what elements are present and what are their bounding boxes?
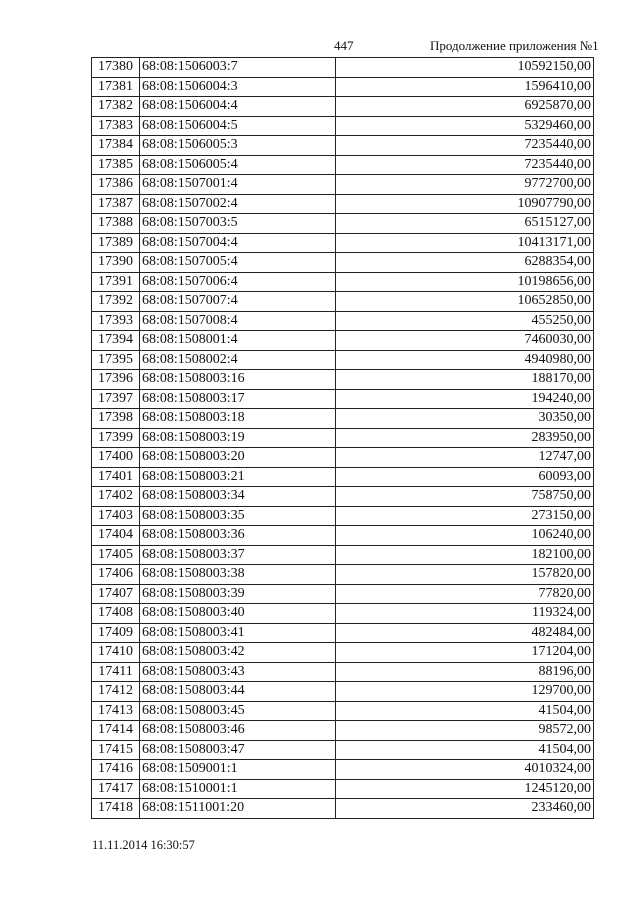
table-row bbox=[92, 389, 594, 409]
cadastral-number-cell: 68:08:1508003:35 bbox=[140, 506, 336, 526]
cadastral-value-cell: 5329460,00 bbox=[336, 116, 594, 136]
table-row bbox=[92, 214, 594, 234]
continuation-label: Продолжение приложения №1 bbox=[430, 38, 599, 53]
cadastral-value-cell: 10413171,00 bbox=[336, 233, 594, 253]
table-body bbox=[92, 58, 594, 819]
cadastral-number-cell: 68:08:1508003:18 bbox=[140, 409, 336, 429]
table-row bbox=[92, 448, 594, 468]
cadastral-number-cell: 68:08:1507003:5 bbox=[140, 214, 336, 234]
table-row bbox=[92, 97, 594, 117]
table-row bbox=[92, 253, 594, 273]
row-number-cell: 17410 bbox=[92, 643, 140, 663]
cadastral-value-cell: 273150,00 bbox=[336, 506, 594, 526]
cadastral-number-cell: 68:08:1511001:20 bbox=[140, 799, 336, 819]
row-number-cell: 17417 bbox=[92, 779, 140, 799]
cadastral-value-cell: 233460,00 bbox=[336, 799, 594, 819]
cadastral-number-cell: 68:08:1507008:4 bbox=[140, 311, 336, 331]
cadastral-number-cell: 68:08:1506004:5 bbox=[140, 116, 336, 136]
cadastral-number-cell: 68:08:1507004:4 bbox=[140, 233, 336, 253]
cadastral-value-cell: 1596410,00 bbox=[336, 77, 594, 97]
table-row bbox=[92, 779, 594, 799]
cadastral-value-cell: 182100,00 bbox=[336, 545, 594, 565]
table-row bbox=[92, 175, 594, 195]
cadastral-value-cell: 106240,00 bbox=[336, 526, 594, 546]
cadastral-number-cell: 68:08:1508003:19 bbox=[140, 428, 336, 448]
row-number-cell: 17416 bbox=[92, 760, 140, 780]
row-number-cell: 17397 bbox=[92, 389, 140, 409]
cadastral-value-cell: 30350,00 bbox=[336, 409, 594, 429]
row-number-cell: 17396 bbox=[92, 370, 140, 390]
cadastral-value-cell: 188170,00 bbox=[336, 370, 594, 390]
row-number-cell: 17413 bbox=[92, 701, 140, 721]
table-row bbox=[92, 155, 594, 175]
cadastral-number-cell: 68:08:1508003:42 bbox=[140, 643, 336, 663]
cadastral-value-cell: 171204,00 bbox=[336, 643, 594, 663]
cadastral-value-cell: 455250,00 bbox=[336, 311, 594, 331]
table-row bbox=[92, 662, 594, 682]
cadastral-number-cell: 68:08:1507001:4 bbox=[140, 175, 336, 195]
table-row bbox=[92, 331, 594, 351]
table-row bbox=[92, 77, 594, 97]
cadastral-number-cell: 68:08:1506005:3 bbox=[140, 136, 336, 156]
cadastral-number-cell: 68:08:1508003:40 bbox=[140, 604, 336, 624]
row-number-cell: 17399 bbox=[92, 428, 140, 448]
row-number-cell: 17403 bbox=[92, 506, 140, 526]
row-number-cell: 17404 bbox=[92, 526, 140, 546]
cadastral-value-cell: 482484,00 bbox=[336, 623, 594, 643]
row-number-cell: 17415 bbox=[92, 740, 140, 760]
cadastral-value-cell: 41504,00 bbox=[336, 701, 594, 721]
cadastral-value-cell: 9772700,00 bbox=[336, 175, 594, 195]
row-number-cell: 17406 bbox=[92, 565, 140, 585]
cadastral-number-cell: 68:08:1508003:43 bbox=[140, 662, 336, 682]
row-number-cell: 17414 bbox=[92, 721, 140, 741]
table-row bbox=[92, 292, 594, 312]
cadastral-number-cell: 68:08:1507006:4 bbox=[140, 272, 336, 292]
table-row bbox=[92, 506, 594, 526]
table-row bbox=[92, 409, 594, 429]
table-row bbox=[92, 721, 594, 741]
print-timestamp: 11.11.2014 16:30:57 bbox=[92, 838, 195, 852]
cadastral-number-cell: 68:08:1508003:38 bbox=[140, 565, 336, 585]
table-row bbox=[92, 487, 594, 507]
table-row bbox=[92, 467, 594, 487]
table-row bbox=[92, 643, 594, 663]
cadastral-value-cell: 10592150,00 bbox=[336, 58, 594, 78]
row-number-cell: 17388 bbox=[92, 214, 140, 234]
cadastral-number-cell: 68:08:1506005:4 bbox=[140, 155, 336, 175]
table-row bbox=[92, 194, 594, 214]
row-number-cell: 17407 bbox=[92, 584, 140, 604]
row-number-cell: 17395 bbox=[92, 350, 140, 370]
cadastral-number-cell: 68:08:1508002:4 bbox=[140, 350, 336, 370]
cadastral-number-cell: 68:08:1508003:44 bbox=[140, 682, 336, 702]
cadastral-value-cell: 12747,00 bbox=[336, 448, 594, 468]
cadastral-number-cell: 68:08:1508003:45 bbox=[140, 701, 336, 721]
row-number-cell: 17386 bbox=[92, 175, 140, 195]
row-number-cell: 17392 bbox=[92, 292, 140, 312]
cadastral-number-cell: 68:08:1508003:46 bbox=[140, 721, 336, 741]
row-number-cell: 17405 bbox=[92, 545, 140, 565]
cadastral-value-cell: 10907790,00 bbox=[336, 194, 594, 214]
row-number-cell: 17418 bbox=[92, 799, 140, 819]
row-number-cell: 17398 bbox=[92, 409, 140, 429]
table-row bbox=[92, 526, 594, 546]
row-number-cell: 17408 bbox=[92, 604, 140, 624]
cadastral-value-cell: 758750,00 bbox=[336, 487, 594, 507]
table-row bbox=[92, 233, 594, 253]
table-row bbox=[92, 370, 594, 390]
cadastral-number-cell: 68:08:1508003:41 bbox=[140, 623, 336, 643]
table-row bbox=[92, 272, 594, 292]
table-row bbox=[92, 623, 594, 643]
cadastral-number-cell: 68:08:1508003:17 bbox=[140, 389, 336, 409]
cadastral-number-cell: 68:08:1507007:4 bbox=[140, 292, 336, 312]
row-number-cell: 17387 bbox=[92, 194, 140, 214]
cadastral-number-cell: 68:08:1508003:20 bbox=[140, 448, 336, 468]
cadastral-number-cell: 68:08:1508003:16 bbox=[140, 370, 336, 390]
cadastral-number-cell: 68:08:1508003:36 bbox=[140, 526, 336, 546]
cadastral-value-cell: 98572,00 bbox=[336, 721, 594, 741]
table-row bbox=[92, 584, 594, 604]
cadastral-value-cell: 77820,00 bbox=[336, 584, 594, 604]
cadastral-value-cell: 6515127,00 bbox=[336, 214, 594, 234]
table-row bbox=[92, 350, 594, 370]
table-row bbox=[92, 58, 594, 78]
table-row bbox=[92, 740, 594, 760]
cadastral-number-cell: 68:08:1507005:4 bbox=[140, 253, 336, 273]
cadastral-number-cell: 68:08:1508003:34 bbox=[140, 487, 336, 507]
row-number-cell: 17391 bbox=[92, 272, 140, 292]
cadastral-value-cell: 41504,00 bbox=[336, 740, 594, 760]
table-row bbox=[92, 565, 594, 585]
table-row bbox=[92, 428, 594, 448]
cadastral-number-cell: 68:08:1508003:39 bbox=[140, 584, 336, 604]
cadastral-value-cell: 1245120,00 bbox=[336, 779, 594, 799]
table-row bbox=[92, 116, 594, 136]
cadastral-number-cell: 68:08:1508001:4 bbox=[140, 331, 336, 351]
page-number: 447 bbox=[334, 38, 354, 53]
cadastral-value-cell: 6288354,00 bbox=[336, 253, 594, 273]
row-number-cell: 17412 bbox=[92, 682, 140, 702]
cadastral-value-cell: 194240,00 bbox=[336, 389, 594, 409]
cadastral-value-cell: 10198656,00 bbox=[336, 272, 594, 292]
cadastral-number-cell: 68:08:1510001:1 bbox=[140, 779, 336, 799]
row-number-cell: 17380 bbox=[92, 58, 140, 78]
table-row bbox=[92, 701, 594, 721]
row-number-cell: 17401 bbox=[92, 467, 140, 487]
row-number-cell: 17383 bbox=[92, 116, 140, 136]
row-number-cell: 17411 bbox=[92, 662, 140, 682]
cadastral-number-cell: 68:08:1508003:37 bbox=[140, 545, 336, 565]
cadastral-value-cell: 7235440,00 bbox=[336, 155, 594, 175]
table-row bbox=[92, 760, 594, 780]
cadastral-value-cell: 4940980,00 bbox=[336, 350, 594, 370]
cadastral-number-cell: 68:08:1506003:7 bbox=[140, 58, 336, 78]
cadastral-value-cell: 129700,00 bbox=[336, 682, 594, 702]
cadastral-value-cell: 88196,00 bbox=[336, 662, 594, 682]
row-number-cell: 17381 bbox=[92, 77, 140, 97]
row-number-cell: 17382 bbox=[92, 97, 140, 117]
table-row bbox=[92, 682, 594, 702]
cadastral-value-table bbox=[91, 57, 594, 819]
row-number-cell: 17393 bbox=[92, 311, 140, 331]
cadastral-value-cell: 157820,00 bbox=[336, 565, 594, 585]
row-number-cell: 17409 bbox=[92, 623, 140, 643]
cadastral-value-cell: 10652850,00 bbox=[336, 292, 594, 312]
cadastral-number-cell: 68:08:1506004:3 bbox=[140, 77, 336, 97]
cadastral-value-cell: 7235440,00 bbox=[336, 136, 594, 156]
cadastral-number-cell: 68:08:1507002:4 bbox=[140, 194, 336, 214]
table-row bbox=[92, 545, 594, 565]
cadastral-value-cell: 119324,00 bbox=[336, 604, 594, 624]
table-row bbox=[92, 311, 594, 331]
cadastral-value-cell: 7460030,00 bbox=[336, 331, 594, 351]
cadastral-number-cell: 68:08:1508003:47 bbox=[140, 740, 336, 760]
cadastral-number-cell: 68:08:1508003:21 bbox=[140, 467, 336, 487]
table-row bbox=[92, 136, 594, 156]
row-number-cell: 17389 bbox=[92, 233, 140, 253]
row-number-cell: 17394 bbox=[92, 331, 140, 351]
table-row bbox=[92, 799, 594, 819]
cadastral-value-cell: 4010324,00 bbox=[336, 760, 594, 780]
cadastral-value-cell: 60093,00 bbox=[336, 467, 594, 487]
row-number-cell: 17385 bbox=[92, 155, 140, 175]
cadastral-value-cell: 283950,00 bbox=[336, 428, 594, 448]
cadastral-number-cell: 68:08:1509001:1 bbox=[140, 760, 336, 780]
row-number-cell: 17390 bbox=[92, 253, 140, 273]
cadastral-number-cell: 68:08:1506004:4 bbox=[140, 97, 336, 117]
cadastral-value-cell: 6925870,00 bbox=[336, 97, 594, 117]
row-number-cell: 17402 bbox=[92, 487, 140, 507]
row-number-cell: 17384 bbox=[92, 136, 140, 156]
row-number-cell: 17400 bbox=[92, 448, 140, 468]
table-row bbox=[92, 604, 594, 624]
